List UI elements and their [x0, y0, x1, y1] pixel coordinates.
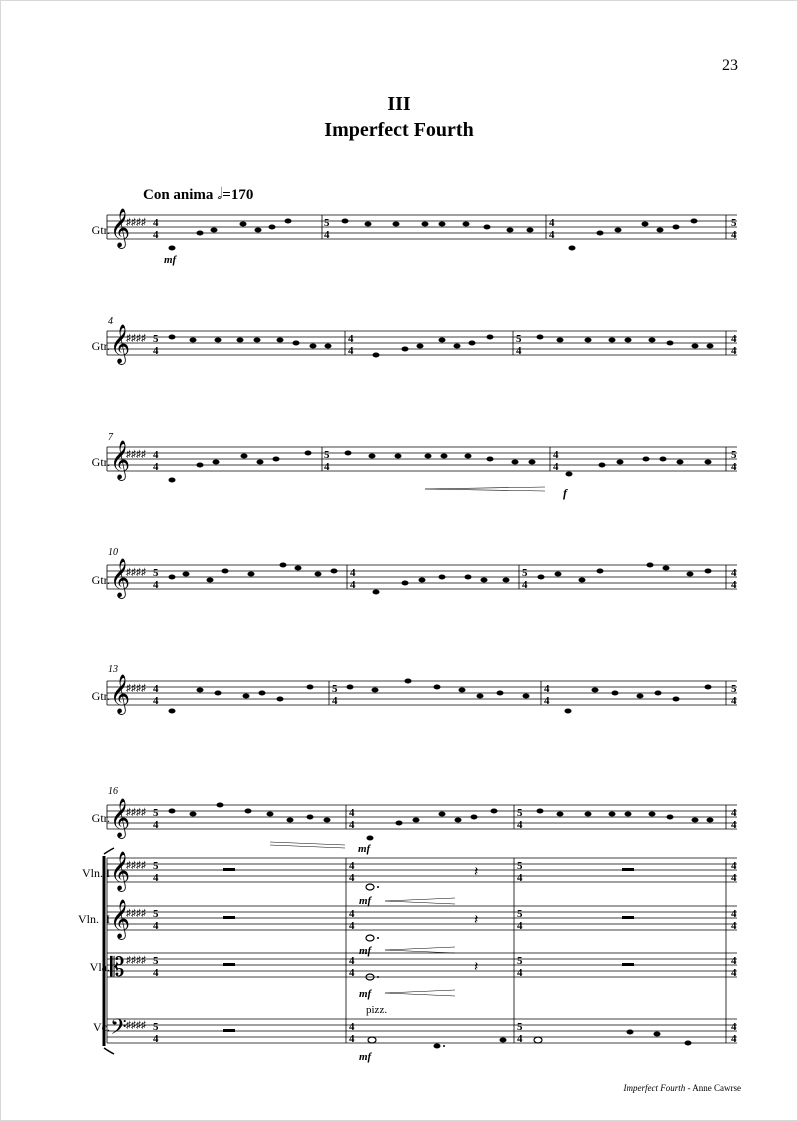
svg-text:4: 4: [349, 908, 355, 920]
tempo-bpm: =170: [222, 187, 254, 203]
svg-text:4: 4: [517, 819, 523, 831]
svg-text:4: 4: [324, 229, 330, 241]
movement-title: Imperfect Fourth: [324, 119, 474, 141]
svg-text:5: 5: [324, 217, 330, 229]
tempo-text: Con anima: [143, 187, 214, 203]
svg-text:4: 4: [153, 345, 159, 357]
svg-text:♯♯♯♯: ♯♯♯♯: [126, 567, 146, 578]
bar-number: 13: [108, 664, 118, 675]
svg-text:𝄞: 𝄞: [110, 899, 131, 939]
svg-text:5: 5: [517, 908, 523, 920]
svg-text:4: 4: [731, 229, 737, 241]
svg-text:4: 4: [731, 967, 737, 979]
svg-text:5: 5: [516, 333, 522, 345]
dynamic-mf: mf: [164, 254, 177, 266]
decrescendo-hairpin: [425, 487, 545, 491]
svg-text:♯♯♯♯: ♯♯♯♯: [126, 1020, 146, 1031]
svg-text:4: 4: [731, 579, 737, 591]
svg-text:4: 4: [349, 872, 355, 884]
staff-system-1: [0, 205, 798, 265]
svg-text:4: 4: [153, 920, 159, 932]
svg-text:4: 4: [153, 1033, 159, 1045]
svg-text:5: 5: [731, 683, 737, 695]
svg-text:4: 4: [153, 579, 159, 591]
bar-number: 16: [108, 786, 118, 797]
dynamic-mf: mf: [358, 843, 371, 855]
instrument-label-guitar: Gtr.: [91, 811, 110, 825]
articulation-pizz: pizz.: [366, 1004, 388, 1016]
svg-text:4: 4: [153, 872, 159, 884]
svg-text:4: 4: [522, 579, 528, 591]
instrument-label-guitar: Gtr.: [91, 339, 110, 353]
instrument-label-violin-1: Vln. I: [82, 866, 110, 880]
svg-text:5: 5: [731, 449, 737, 461]
instrument-label-cello: Vc.: [93, 1020, 110, 1034]
svg-text:4: 4: [153, 449, 159, 461]
svg-text:4: 4: [731, 1021, 737, 1033]
instrument-label-guitar: Gtr.: [91, 689, 110, 703]
page-number: 23: [722, 57, 738, 74]
svg-text:♯♯♯♯: ♯♯♯♯: [126, 217, 146, 228]
svg-text:mf: mf: [359, 895, 372, 907]
instrument-label-violin-2: Vln. II: [78, 912, 110, 926]
footer-composer: Anne Cawrse: [692, 1083, 741, 1093]
svg-text:5: 5: [153, 567, 159, 579]
svg-text:4: 4: [544, 683, 550, 695]
svg-text:♯♯♯♯: ♯♯♯♯: [126, 908, 146, 919]
svg-text:4: 4: [349, 920, 355, 932]
svg-text:4: 4: [731, 908, 737, 920]
svg-text:4: 4: [731, 461, 737, 473]
svg-text:𝄽: 𝄽: [474, 913, 479, 928]
svg-text:mf: mf: [359, 945, 372, 957]
instrument-label-guitar: Gtr.: [91, 573, 110, 587]
svg-text:♯♯♯♯: ♯♯♯♯: [126, 333, 146, 344]
dynamic-f: f: [563, 486, 567, 500]
svg-text:♯♯♯♯: ♯♯♯♯: [126, 860, 146, 871]
svg-text:4: 4: [349, 807, 355, 819]
svg-text:4: 4: [731, 345, 737, 357]
svg-text:𝄞: 𝄞: [110, 440, 131, 480]
bar-number: 10: [108, 547, 118, 558]
svg-text:mf: mf: [359, 1051, 372, 1063]
svg-text:4: 4: [517, 1033, 523, 1045]
svg-text:4: 4: [349, 819, 355, 831]
svg-text:4: 4: [153, 461, 159, 473]
svg-text:𝄞: 𝄞: [110, 208, 131, 248]
svg-text:4: 4: [517, 920, 523, 932]
svg-text:4: 4: [731, 807, 737, 819]
svg-text:4: 4: [349, 955, 355, 967]
svg-text:4: 4: [517, 967, 523, 979]
footer-title: Imperfect Fourth: [623, 1083, 686, 1093]
svg-text:4: 4: [553, 461, 559, 473]
svg-text:4: 4: [153, 229, 159, 241]
svg-text:5: 5: [517, 1021, 523, 1033]
svg-text:4: 4: [731, 695, 737, 707]
svg-text:4: 4: [153, 683, 159, 695]
svg-text:5: 5: [153, 1021, 159, 1033]
svg-text:♯♯♯♯: ♯♯♯♯: [126, 449, 146, 460]
svg-text:𝄞: 𝄞: [110, 798, 131, 838]
svg-text:4: 4: [153, 695, 159, 707]
svg-text:4: 4: [731, 333, 737, 345]
svg-text:5: 5: [153, 955, 159, 967]
svg-text:4: 4: [349, 860, 355, 872]
instrument-label-viola: Vla.: [89, 960, 110, 974]
svg-text:4: 4: [731, 1033, 737, 1045]
svg-text:4: 4: [516, 345, 522, 357]
svg-text:5: 5: [153, 908, 159, 920]
staff-system-6: [0, 790, 798, 1080]
svg-text:4: 4: [731, 872, 737, 884]
staff-system-3: [0, 437, 798, 507]
svg-text:𝄡: 𝄡: [110, 953, 125, 983]
decrescendo-hairpin: [270, 842, 345, 848]
svg-text:4: 4: [349, 1021, 355, 1033]
svg-text:4: 4: [731, 567, 737, 579]
svg-text:𝄞: 𝄞: [110, 851, 131, 891]
svg-text:4: 4: [348, 333, 354, 345]
svg-text:5: 5: [153, 807, 159, 819]
svg-text:4: 4: [731, 860, 737, 872]
svg-text:𝄽: 𝄽: [474, 865, 479, 880]
half-note-icon: 𝅗𝅥: [217, 186, 223, 203]
bar-number: 7: [108, 432, 113, 443]
instrument-label-guitar: Gtr.: [91, 223, 110, 237]
svg-text:4: 4: [153, 217, 159, 229]
svg-text:4: 4: [332, 695, 338, 707]
svg-text:4: 4: [731, 819, 737, 831]
svg-text:4: 4: [350, 579, 356, 591]
svg-text:4: 4: [553, 449, 559, 461]
svg-text:5: 5: [153, 860, 159, 872]
svg-text:4: 4: [348, 345, 354, 357]
movement-number: III: [387, 93, 411, 115]
svg-text:5: 5: [332, 683, 338, 695]
svg-text:𝄞: 𝄞: [110, 674, 131, 714]
svg-text:4: 4: [549, 229, 555, 241]
staff-system-2: [0, 321, 798, 381]
svg-text:𝄞: 𝄞: [110, 558, 131, 598]
svg-text:4: 4: [153, 819, 159, 831]
svg-text:4: 4: [731, 920, 737, 932]
svg-text:mf: mf: [359, 988, 372, 1000]
bar-number: 4: [108, 316, 113, 327]
svg-text:4: 4: [350, 567, 356, 579]
staff-system-5: [0, 671, 798, 731]
instrument-label-guitar: Gtr.: [91, 455, 110, 469]
svg-text:5: 5: [517, 807, 523, 819]
svg-text:♯♯♯♯: ♯♯♯♯: [126, 807, 146, 818]
svg-text:5: 5: [731, 217, 737, 229]
page-footer: [624, 1083, 742, 1093]
svg-text:4: 4: [544, 695, 550, 707]
svg-text:4: 4: [153, 967, 159, 979]
svg-text:4: 4: [324, 461, 330, 473]
svg-text:4: 4: [731, 955, 737, 967]
svg-text:4: 4: [549, 217, 555, 229]
svg-text:4: 4: [349, 967, 355, 979]
svg-text:𝄽: 𝄽: [474, 960, 479, 975]
svg-text:𝄢: 𝄢: [110, 1015, 127, 1045]
svg-text:5: 5: [517, 860, 523, 872]
svg-text:5: 5: [324, 449, 330, 461]
svg-text:5: 5: [153, 333, 159, 345]
svg-text:♯♯♯♯: ♯♯♯♯: [126, 955, 146, 966]
svg-text:5: 5: [522, 567, 528, 579]
svg-text:4: 4: [517, 872, 523, 884]
svg-text:4: 4: [349, 1033, 355, 1045]
tempo-marking: [143, 186, 253, 204]
staff-system-4: [0, 555, 798, 615]
footer-separator: -: [685, 1083, 693, 1093]
svg-text:♯♯♯♯: ♯♯♯♯: [126, 683, 146, 694]
svg-text:𝄞: 𝄞: [110, 324, 131, 364]
svg-text:5: 5: [517, 955, 523, 967]
